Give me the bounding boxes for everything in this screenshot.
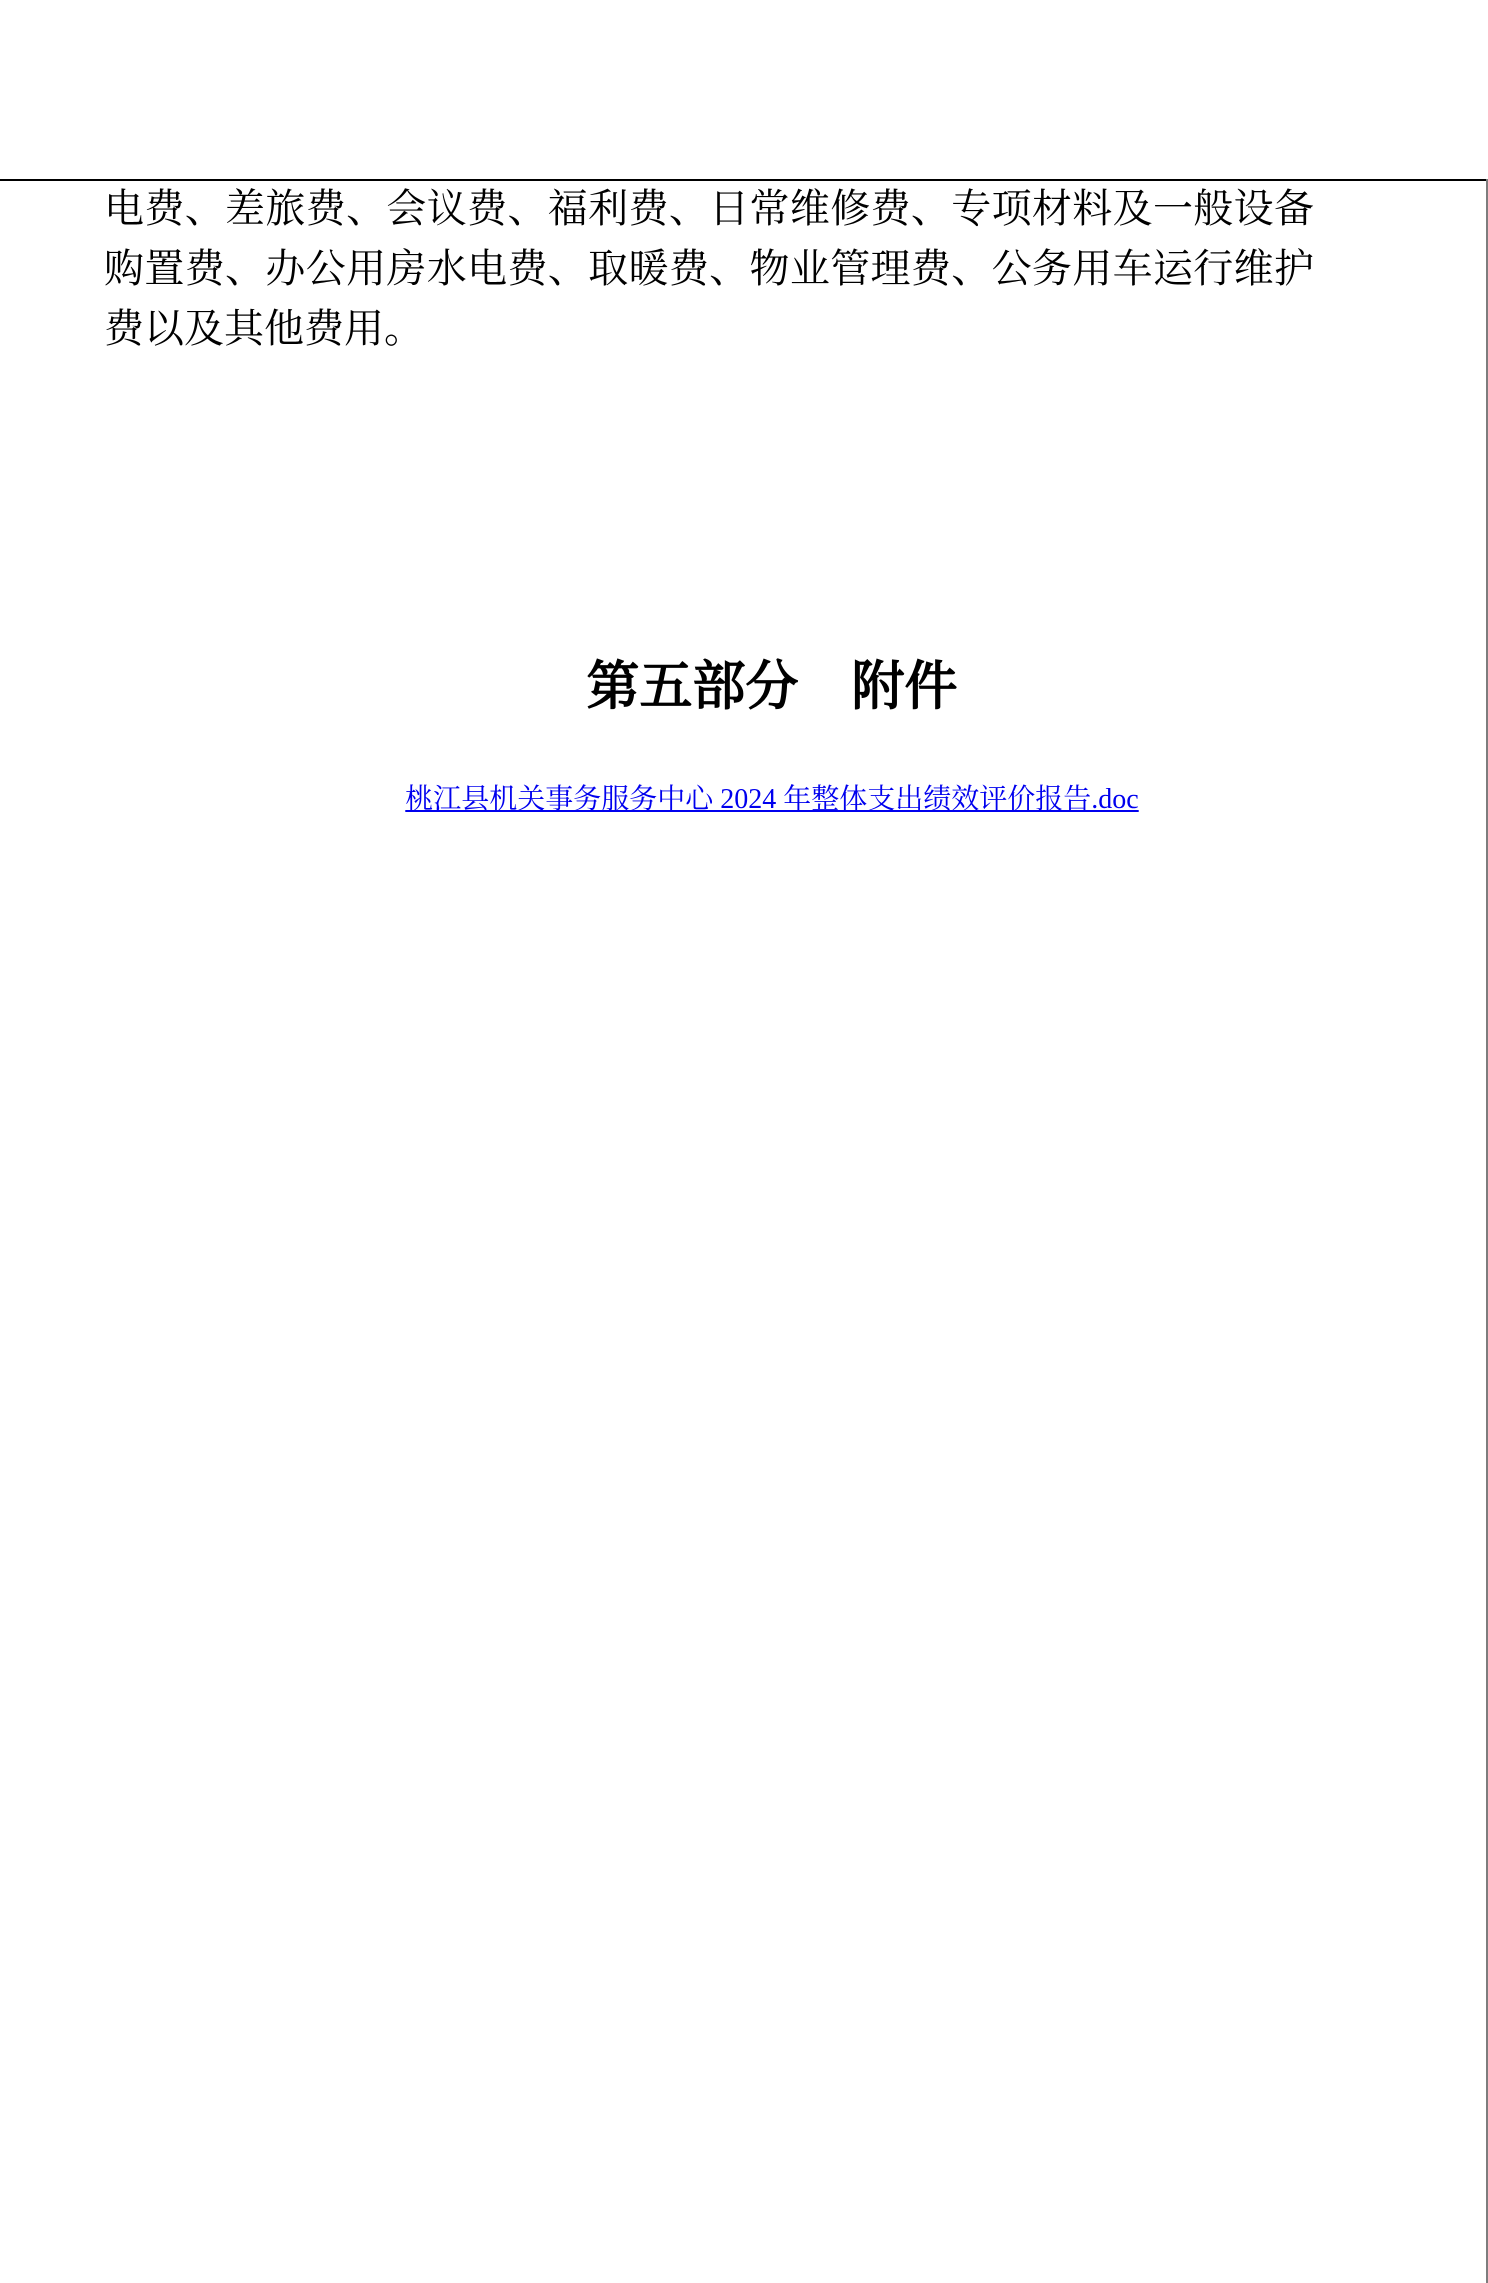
document-page [0,179,1488,2283]
paragraph-line-2: 购置费、办公用房水电费、取暖费、物业管理费、公务用车运行维护 [104,246,1314,291]
paragraph-line-1: 电费、差旅费、会议费、福利费、日常维修费、专项材料及一般设备 [104,186,1314,231]
attachment-line [56,780,1488,820]
page-top-edge [0,179,1488,181]
attachment-link[interactable]: 桃江县机关事务服务中心 2024 年整体支出绩效评价报告.doc [405,784,1139,815]
body-paragraph [104,179,1314,359]
section-heading: 第五部分 附件 [586,658,958,716]
paragraph-line-3: 费以及其他费用。 [104,306,424,351]
